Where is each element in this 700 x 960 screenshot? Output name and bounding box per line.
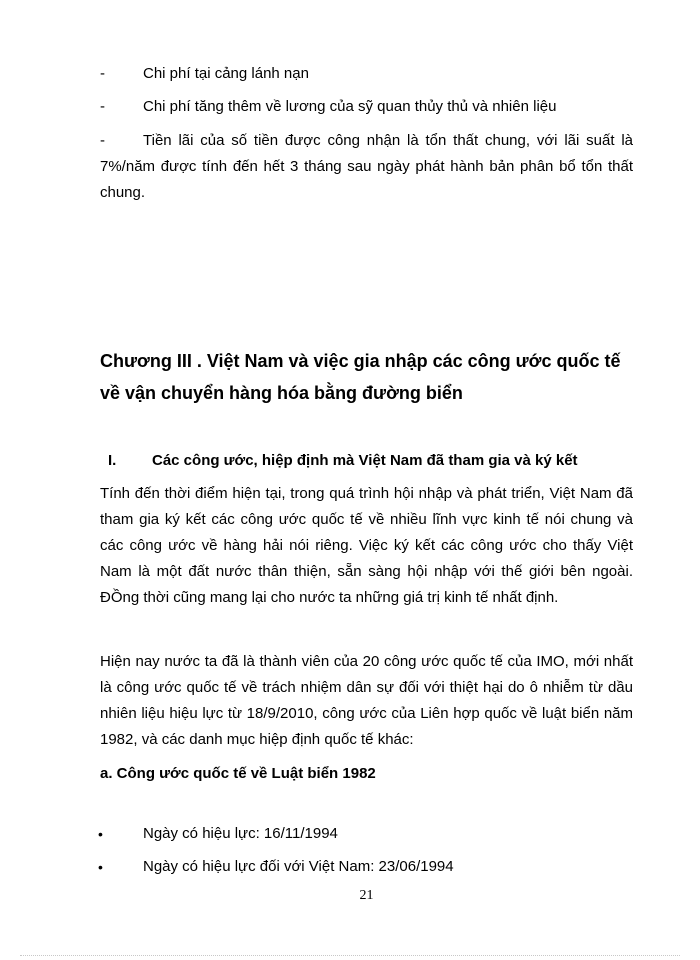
bullet-icon: • <box>98 859 103 875</box>
dash-marker: - <box>100 65 105 82</box>
bullet-item-text: Ngày có hiệu lực: 16/11/1994 <box>143 825 338 842</box>
interest-paragraph-text: Tiền lãi của số tiền được công nhận là tổn thất chung, với lãi suất là 7%/năm được tính đến hết 3 tháng sau ngày phát hành bản phân bổ tổn thất chung. <box>100 132 633 201</box>
dash-marker: - <box>100 98 105 115</box>
section-number: I. <box>108 452 117 469</box>
page-number: 21 <box>359 888 374 903</box>
dash-marker: - <box>100 132 105 149</box>
interest-paragraph <box>100 128 633 206</box>
page-edge-divider <box>20 955 680 956</box>
section-title: Các công ước, hiệp định mà Việt Nam đã tham gia và ký kết <box>152 452 578 469</box>
chapter-title: Chương III . Việt Nam và việc gia nhập các công ước quốc tế về vận chuyển hàng hóa bằng đường biển <box>100 351 621 403</box>
subsection-heading: a. Công ước quốc tế về Luật biển 1982 <box>100 765 376 782</box>
dash-item-text: Chi phí tăng thêm về lương của sỹ quan thủy thủ và nhiên liệu <box>143 98 557 115</box>
bullet-icon: • <box>98 826 103 842</box>
dash-item-text: Chi phí tại cảng lánh nạn <box>143 65 309 82</box>
body-paragraph: Hiện nay nước ta đã là thành viên của 20 công ước quốc tế của IMO, mới nhất là công ước quốc tế về trách nhiệm dân sự đối với thiệt hại do ô nhiễm từ dầu nhiên liệu hiệu lực từ 18/9/2010, công ước của Liên hợp quốc về luật biển năm 1982, và các danh mục hiệp định quốc tế khác: <box>100 653 633 748</box>
body-paragraph: Tính đến thời điểm hiện tại, trong quá trình hội nhập và phát triển, Việt Nam đã tham gia ký kết các công ước quốc tế về nhiều lĩnh vực kinh tế nói chung và các công ước về hàng hải nói riêng. Việc ký kết các công ước cho thấy Việt Nam là một đất nước thân thiện, sẵn sàng hội nhập với thế giới bên ngoài. ĐỒng thời cũng mang lại cho nước ta những giá trị kinh tế nhất định. <box>100 485 633 606</box>
bullet-item-text: Ngày có hiệu lực đối với Việt Nam: 23/06/1994 <box>143 858 454 875</box>
